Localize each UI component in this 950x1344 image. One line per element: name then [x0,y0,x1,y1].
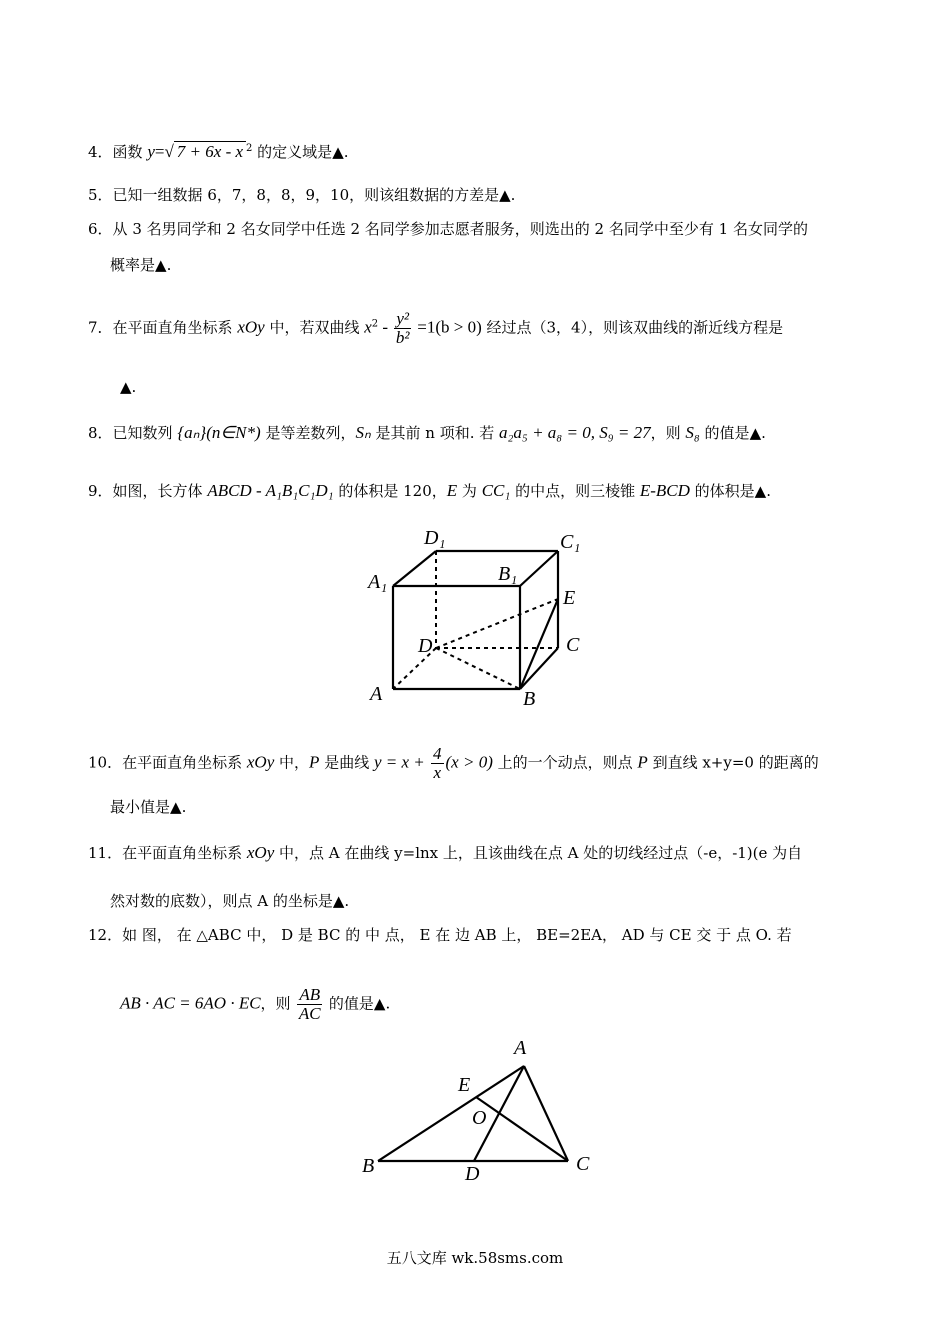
question-9: 9．如图，长方体 ABCD - A₁B₁C₁D₁ 的体积是 120，E 为 CC₁ 的中点，则三棱锥 E-BCD 的体积是▲. [88,481,771,500]
label-D1: D₁ [424,527,446,549]
label-O: O [472,1107,487,1129]
q4-number: 4． [88,143,113,161]
label-B: B [523,688,536,710]
answer-blank: ▲ [155,256,167,274]
answer-blank: ▲ [170,798,182,816]
label-B1: B₁ [498,563,518,585]
label-E: E [458,1074,471,1096]
q12-fraction: $\frac{AB}{AC}$ [298,985,321,1023]
label-B: B [362,1155,375,1177]
question-6-continued: 概率是▲. [110,256,172,274]
label-C: C [576,1153,590,1175]
label-D: D [465,1163,480,1185]
question-12: 12．如 图， 在 △ABC 中， D 是 BC 的 中 点， E 在 边 AB 上， BE=2EA， AD 与 CE 交 于 点 O. 若 [88,926,792,944]
question-4: 4．函数 y=√ 7 + 6x - x $^2$ 的定义域是▲. [88,142,349,161]
answer-blank: ▲ [749,424,762,442]
answer-blank: ▲ [120,378,132,396]
answer-blank: ▲ [499,186,511,204]
question-10-continued: 最小值是▲. [110,798,187,816]
question-10: 10．在平面直角坐标系 xOy 中，P 是曲线 y = x + $\frac{4}{x}$ (x > 0) 上的一个动点，则点 P 到直线 x+y=0 的距离的 [88,744,819,782]
question-8: 8．已知数列 {aₙ}(n∈N*) 是等差数列，Sₙ 是其前 n 项和. 若 a₂a₅ + a₈ = 0, S₉ = 27，则 S₈ 的值是▲. [88,423,766,442]
answer-blank: ▲ [332,892,345,910]
label-A: A [514,1037,527,1059]
label-C: C [566,634,580,656]
answer-blank: ▲ [373,994,386,1013]
label-D: D [418,635,433,657]
label-A: A [370,683,383,705]
answer-blank: ▲ [332,143,344,161]
label-C1: C₁ [560,531,581,553]
footer-watermark: 五八文库 wk.58sms.com [386,1249,564,1267]
q10-fraction: $\frac{4}{x}$ [433,744,442,782]
question-11: 11．在平面直角坐标系 xOy 中，点 A 在曲线 y=lnx 上，且该曲线在点 A 处的切线经过点（-e，-1)(e 为自 [88,843,803,862]
answer-blank: ▲ [754,482,767,500]
q4-formula-y: y [147,142,155,161]
q4-radicand: 7 + 6x - x [174,141,246,161]
q7-fraction: $\frac{\text{y²}}{\text{b²}}$ [395,309,410,347]
question-5: 5．已知一组数据 6，7，8，8，9，10，则该组数据的方差是▲. [88,186,516,204]
label-A1: A₁ [368,571,388,593]
label-E: E [563,587,576,609]
question-7-continued: ▲. [120,378,137,396]
question-12-continued: AB · AC = 6AO · EC，则 $\frac{AB}{AC}$ 的值是▲. [120,985,391,1023]
question-6: 6．从 3 名男同学和 2 名女同学中任选 2 名同学参加志愿者服务，则选出的 2 名同学中至少有 1 名女同学的 [88,220,808,238]
question-11-continued: 然对数的底数），则点 A 的坐标是▲. [110,892,350,910]
question-7: 7．在平面直角坐标系 xOy 中，若双曲线 $x^2$ - $\frac{\text{y²}}{\text{b²}}$ =1(b > 0) 经过点（3，4），则该双曲线的渐近线方程是 [88,309,784,347]
